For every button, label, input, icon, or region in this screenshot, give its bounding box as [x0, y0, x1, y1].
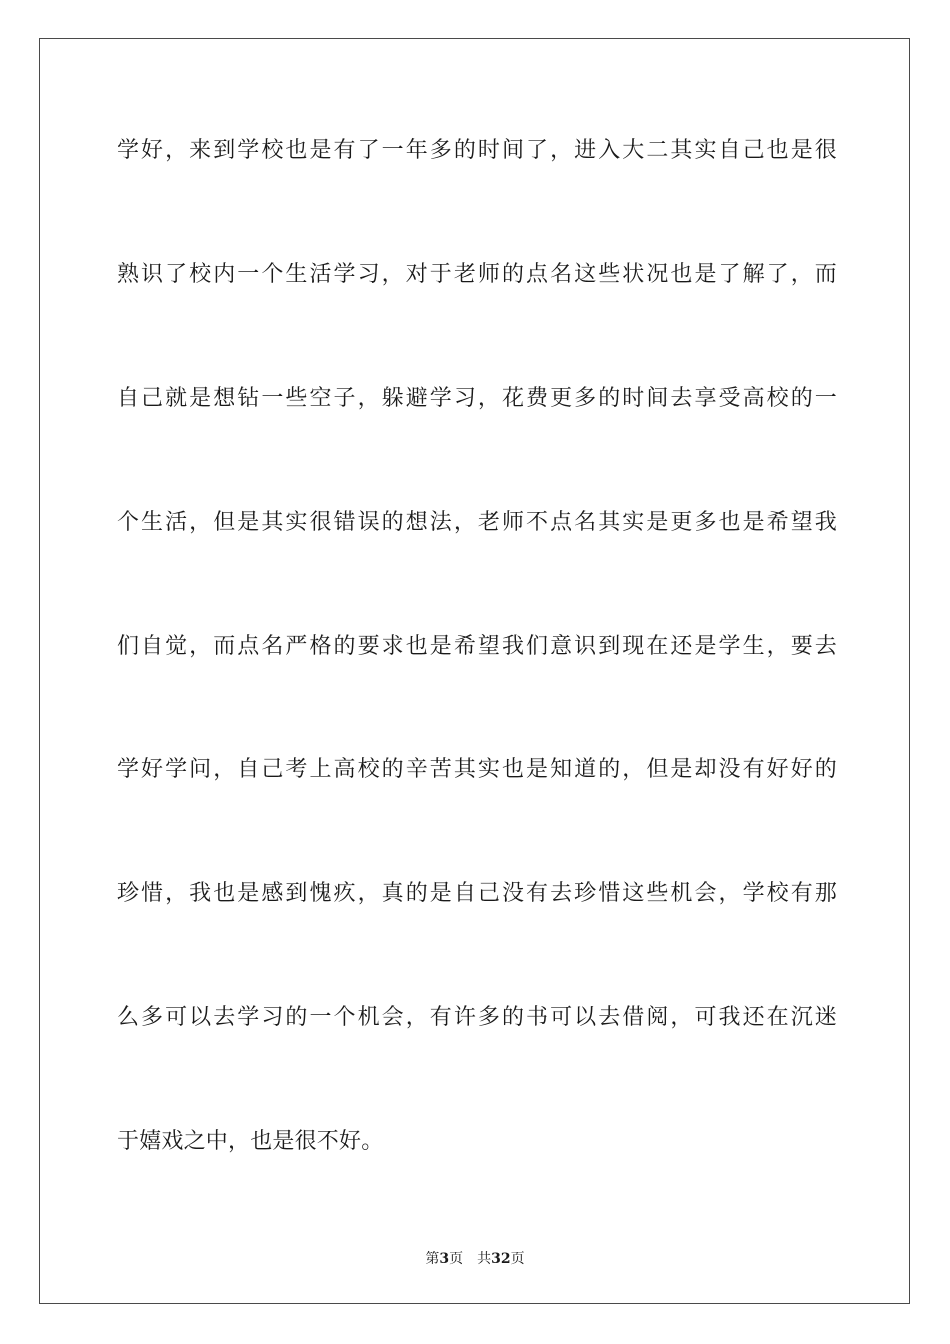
page-number: 3	[439, 1251, 450, 1267]
page-prefix: 第	[425, 1251, 440, 1267]
text-line-3: 自己就是想钻一些空子，躲避学习，花费更多的时间去享受高校的一	[117, 385, 837, 411]
text-line-4: 个生活，但是其实很错误的想法，老师不点名其实是更多也是希望我	[117, 509, 837, 535]
text-line-2: 熟识了校内一个生活学习，对于老师的点名这些状况也是了解了，而	[117, 261, 837, 287]
total-pages: 32	[491, 1251, 511, 1267]
page-suffix: 页	[449, 1251, 464, 1267]
text-line-8: 么多可以去学习的一个机会，有许多的书可以去借阅，可我还在沉迷	[117, 1005, 837, 1031]
text-line-1: 学好，来到学校也是有了一年多的时间了，进入大二其实自己也是很	[117, 138, 837, 163]
document-body	[117, 121, 837, 1236]
total-prefix: 共	[477, 1251, 492, 1267]
text-line-7: 珍惜，我也是感到愧疚，真的是自己没有去珍惜这些机会，学校有那	[117, 881, 837, 907]
page-footer	[0, 1248, 950, 1268]
text-line-5: 们自觉，而点名严格的要求也是希望我们意识到现在还是学生，要去	[117, 633, 837, 659]
text-line-9: 于嬉戏之中，也是很不好。	[117, 1129, 384, 1155]
total-suffix: 页	[510, 1251, 525, 1267]
text-line-6: 学好学问，自己考上高校的辛苦其实也是知道的，但是却没有好好的	[117, 757, 837, 783]
